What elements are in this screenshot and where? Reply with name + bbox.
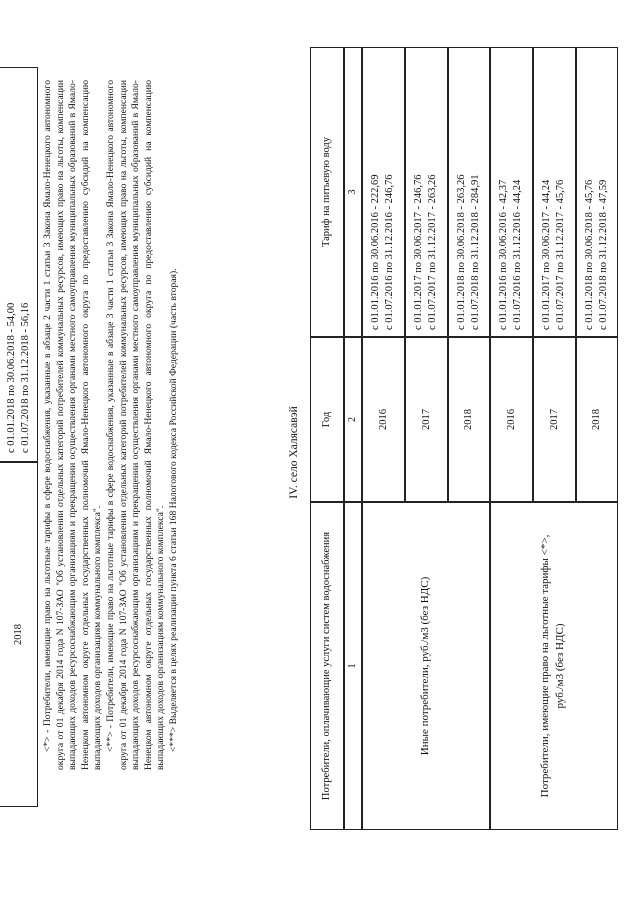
footnote-2: <**> - Потребители, имеющие право на льготные тарифы в сфере водоснабжения, указанные в абзаце 3 части 1 статьи 3 Закона Ямало-Ненецкого автономного округа от 01 декабря 2014 года N 107-ЗАО "Об установлении отдельных категорий потребителей коммунальных ресурсов, имеющих право на льготы, компенсации выпадающих доходов ресурсоснабжающим организациям и прекращении осуществления органами местного самоуправления муниципальных образований в Ямало-Ненецком автономном округе отдельных государственных полномочий Ямало-Ненецкого автономного округа по предоставлению субсидий на компенсацию выпадающих доходов организациям коммунального комплекса". — [104, 80, 167, 770]
row-rate: с 01.07.2016 по 31.12.2016 - 246,76 — [384, 174, 395, 330]
row-rate: с 01.01.2017 по 30.06.2017 - 44,24 — [541, 179, 552, 330]
row-year: 2017 — [549, 409, 560, 430]
row-rate: с 01.01.2018 по 30.06.2018 - 45,76 — [584, 179, 595, 330]
row-rate: с 01.01.2016 по 30.06.2016 - 42,37 — [498, 179, 509, 330]
group2-consumer-line-1: Потребители, имеющие право на льготные тарифы <*>, — [539, 534, 551, 798]
footnote-3: <***> Выделяется в целях реализации пункта 6 статьи 168 Налогового кодекса Российской Федерации (часть вторая). — [167, 268, 179, 752]
row-rate: с 01.07.2016 по 31.12.2016 - 44,24 — [512, 179, 523, 330]
row-rate: с 01.01.2016 по 30.06.2016 - 222,69 — [370, 174, 381, 330]
header-tariff: Тариф на питьевую воду — [321, 136, 332, 248]
section-title: IV. село Халясавэй — [288, 406, 300, 499]
group1-consumer: Иные потребители, руб./м3 (без НДС) — [419, 576, 431, 756]
footnotes — [42, 80, 181, 770]
row-rate: с 01.07.2017 по 31.12.2017 - 45,76 — [555, 179, 566, 330]
row-rate: с 01.01.2017 по 30.06.2017 - 246,76 — [413, 174, 424, 330]
row-year: 2017 — [421, 409, 432, 430]
row-year: 2018 — [463, 409, 474, 430]
column-number-2: 2 — [347, 416, 358, 423]
row-rate: с 01.07.2018 по 31.12.2018 - 47,59 — [598, 179, 609, 330]
row-rate: с 01.07.2017 по 31.12.2017 - 263,26 — [427, 174, 438, 330]
row-year: 2016 — [378, 409, 389, 430]
header-year: Год — [321, 411, 332, 428]
column-number-1: 1 — [347, 663, 358, 669]
top-table-rate-2: с 01.07.2018 по 31.12.2018 - 56,16 — [20, 302, 31, 453]
header-consumer: Потребители, оплачивающие услуги систем водоснабжения — [321, 531, 332, 801]
row-year: 2018 — [591, 409, 602, 430]
top-table-year: 2018 — [13, 624, 24, 645]
row-rate: с 01.01.2018 по 30.06.2018 - 263,26 — [456, 174, 467, 330]
group2-consumer-line-2: руб./м3 (без НДС) — [554, 623, 566, 709]
column-number-3: 3 — [347, 189, 358, 195]
footnote-1: <*> - Потребители, имеющие право на льготные тарифы в сфере водоснабжения, указанные в абзаце 2 части 1 статьи 3 Закона Ямало-Ненецкого автономного округа от 01 декабря 2014 года N 107-ЗАО "Об установлении отдельных категорий потребителей коммунальных ресурсов, имеющих право на льготы, компенсации выпадающих доходов ресурсоснабжающим организациям и прекращении осуществления органами местного самоуправления муниципальных образований в Ямало-Ненецком автономном округе отдельных государственных полномочий Ямало-Ненецкого автономного округа по предоставлению субсидий на компенсацию выпадающих доходов организациям коммунального комплекса". — [42, 80, 104, 770]
row-rate: с 01.07.2018 по 31.12.2018 - 284,91 — [470, 174, 481, 330]
top-table-rate-1: с 01.01.2018 по 30.06.2018 - 54,00 — [6, 302, 17, 453]
row-year: 2016 — [506, 409, 517, 430]
